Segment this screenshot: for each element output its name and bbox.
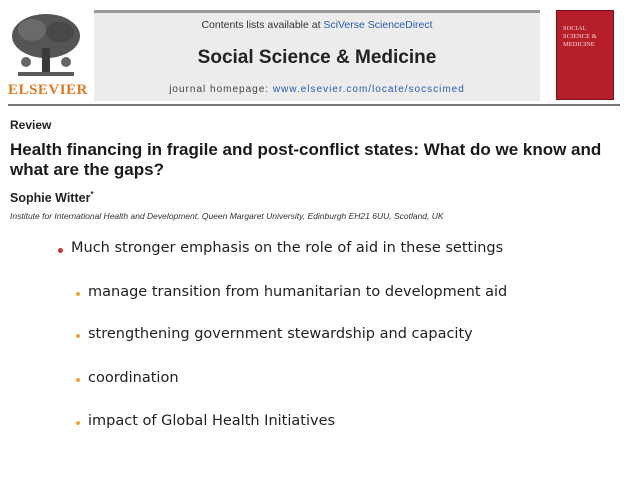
journal-header xyxy=(0,0,638,104)
author-name: Sophie Witter xyxy=(10,191,91,206)
bullet-dot-sub xyxy=(76,421,80,425)
sciencedirect-link[interactable]: SciVerse ScienceDirect xyxy=(323,19,433,31)
homepage-link[interactable]: www.elsevier.com/locate/socscimed xyxy=(272,84,465,95)
author xyxy=(10,190,94,205)
author-mark: * xyxy=(90,190,94,199)
publisher-name: ELSEVIER xyxy=(8,82,88,98)
homepage-prefix: journal homepage: xyxy=(169,84,273,95)
journal-cover xyxy=(556,10,614,100)
bullet-dot-sub xyxy=(76,292,80,296)
bullet-dot-sub xyxy=(76,378,80,382)
journal-banner xyxy=(94,10,540,101)
bullet-dot-main xyxy=(58,248,63,253)
tree-icon xyxy=(8,10,84,80)
bullet-dot-sub xyxy=(76,334,80,338)
contents-line xyxy=(94,19,540,31)
bullet-sub-item: strengthening government stewardship and capacity xyxy=(88,326,473,342)
journal-title: Social Science & Medicine xyxy=(197,47,437,68)
cover-title: SOCIAL SCIENCE & MEDICINE xyxy=(563,25,597,48)
header-divider xyxy=(8,104,620,106)
contents-prefix: Contents lists available at xyxy=(201,19,324,31)
affiliation: Institute for International Health and Development, Queen Margaret University, Edinburgh EH21 6UU, Scotland, UK xyxy=(10,211,444,221)
bullet-sub-item: coordination xyxy=(88,370,179,386)
bullet-sub-item: manage transition from humanitarian to development aid xyxy=(88,284,508,300)
section-label: Review xyxy=(10,118,52,132)
homepage-line xyxy=(94,84,540,95)
bullet-sub-item: impact of Global Health Initiatives xyxy=(88,413,336,429)
article-title: Health financing in fragile and post-conflict states: What do we know and what are the gaps? xyxy=(10,140,602,179)
elsevier-logo xyxy=(8,10,88,100)
bullet-main: Much stronger emphasis on the role of aid in these settings xyxy=(71,240,504,256)
